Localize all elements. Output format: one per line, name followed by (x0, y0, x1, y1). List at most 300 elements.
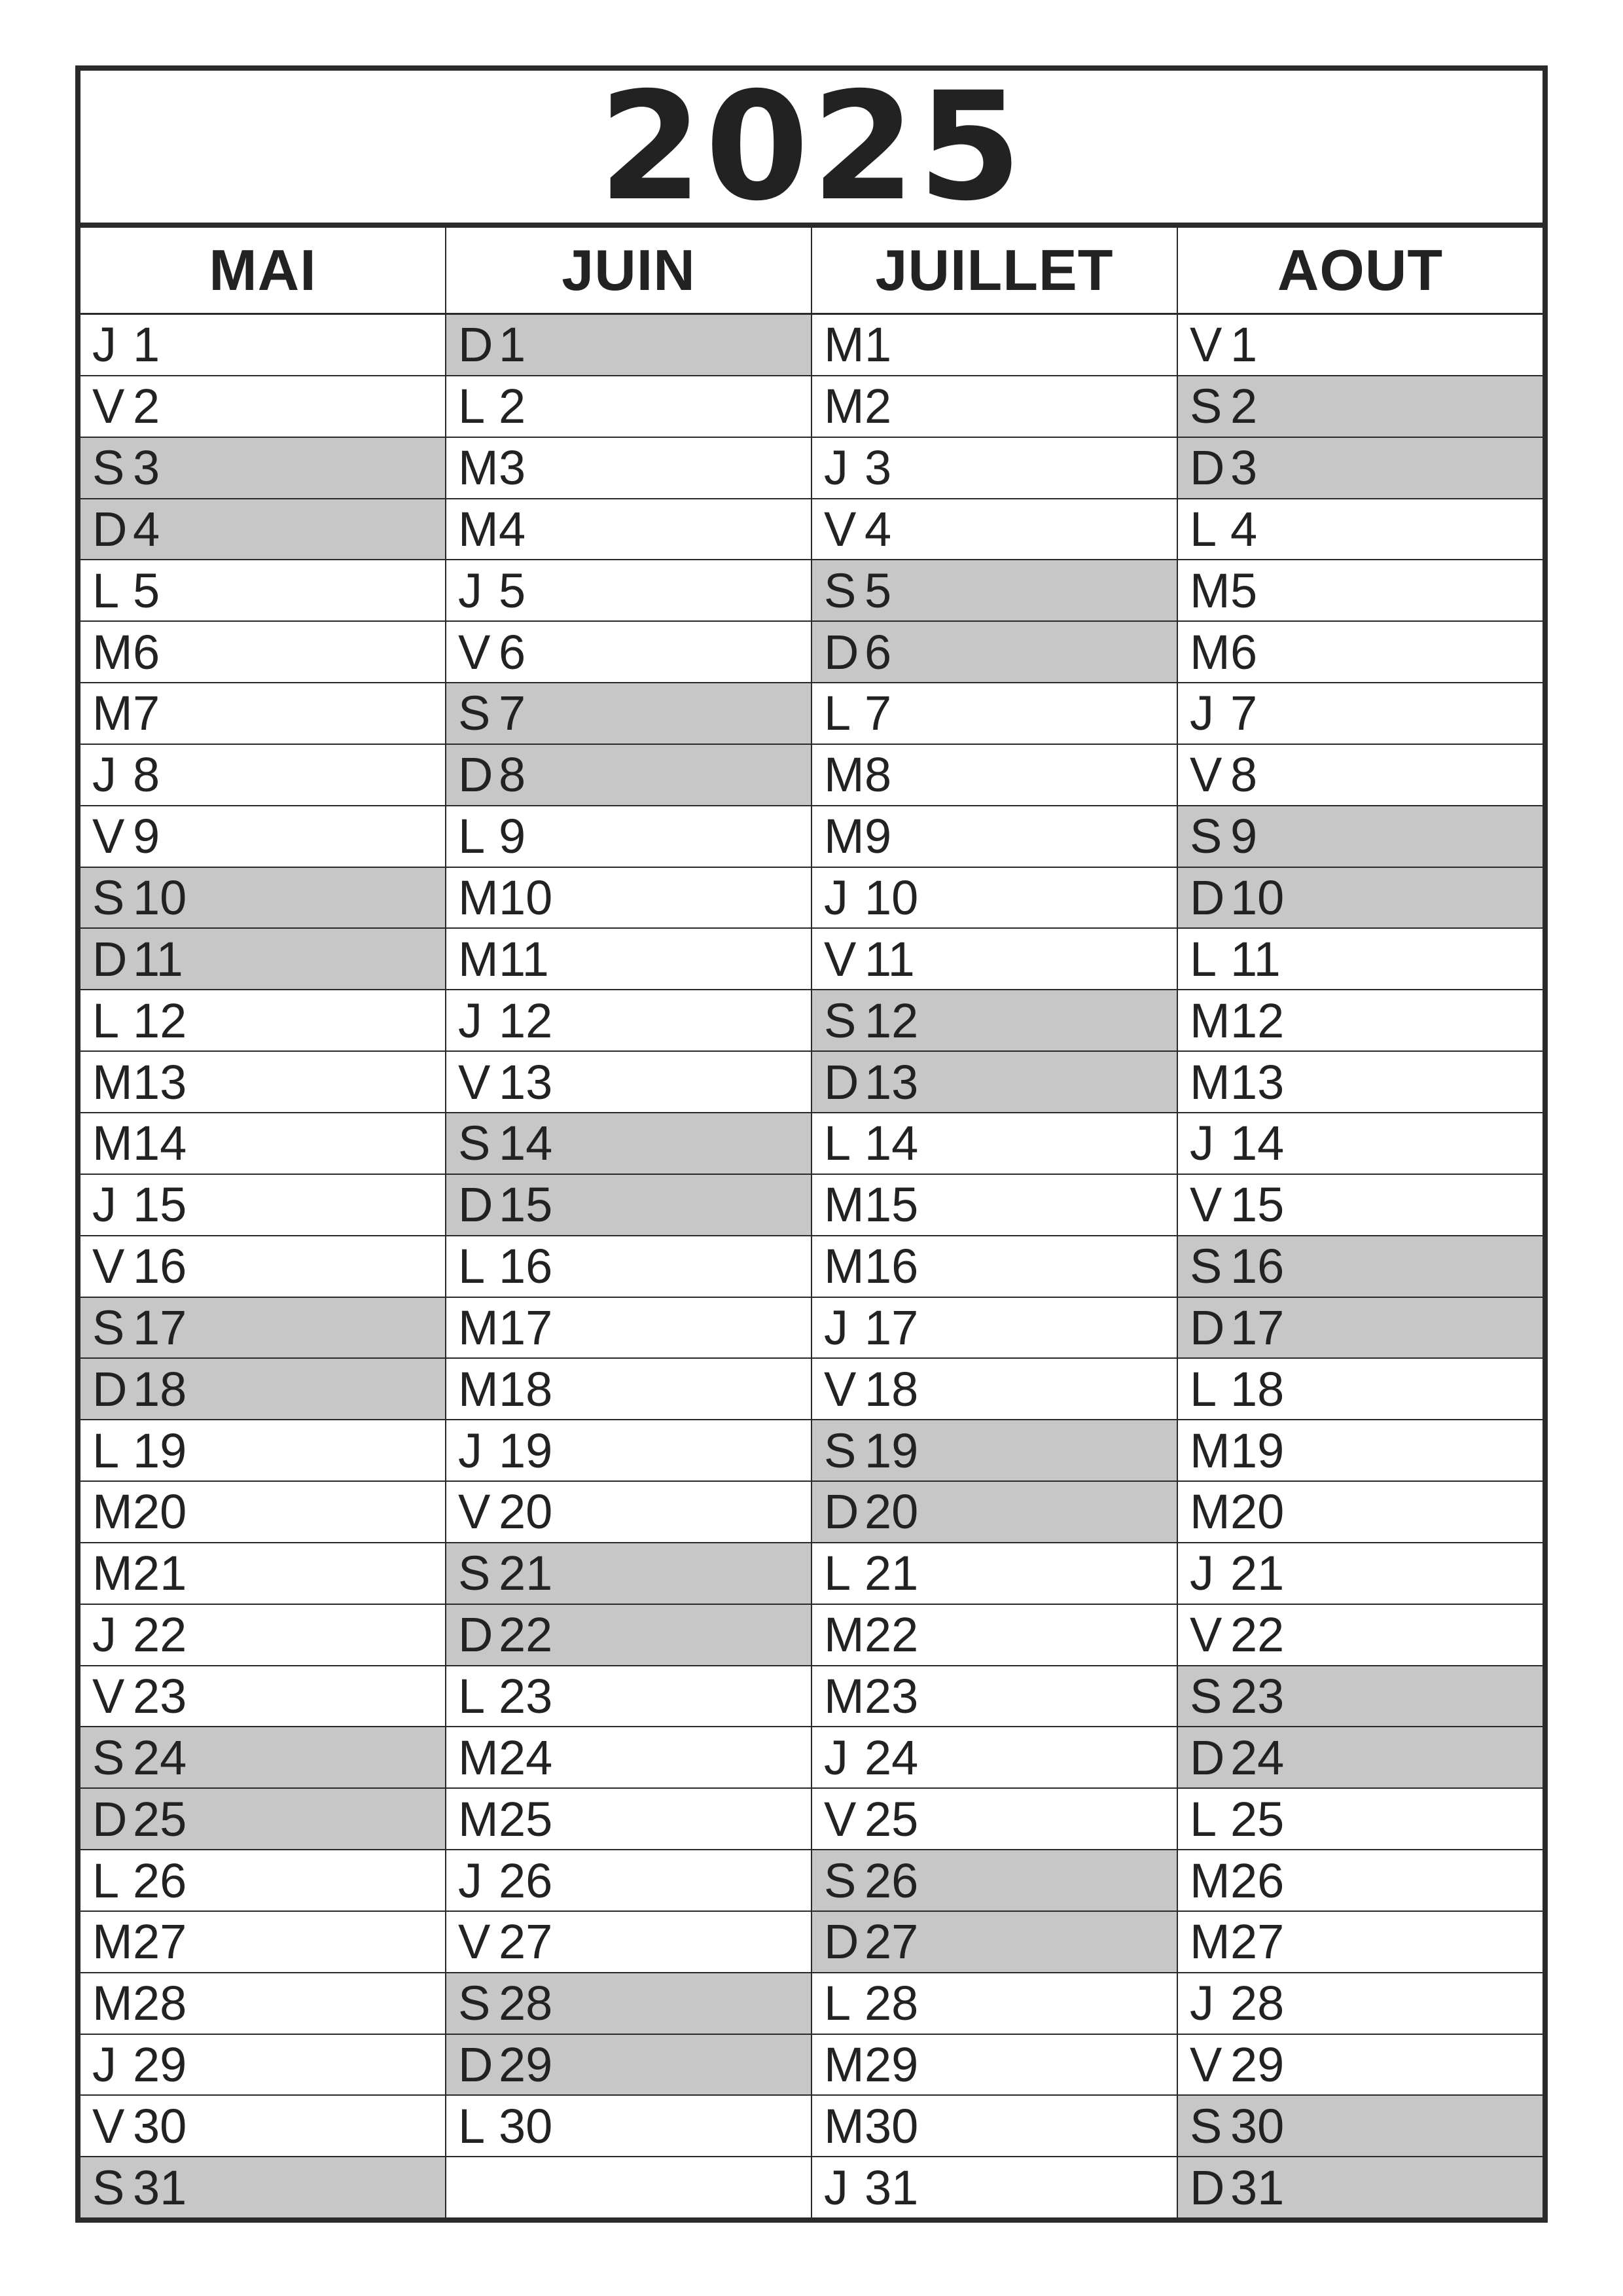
weekend-day-row (812, 1420, 1177, 1482)
day-number: 10 (133, 870, 187, 925)
day-row (812, 2096, 1177, 2157)
weekend-day-row (446, 1113, 811, 1175)
day-number: 16 (133, 1239, 187, 1294)
day-number: 19 (865, 1423, 919, 1478)
day-row (446, 990, 811, 1052)
day-letter: J (458, 563, 482, 618)
day-letter: L (1190, 501, 1217, 556)
day-row (1178, 1973, 1543, 2035)
day-number: 25 (133, 1791, 187, 1846)
day-number: 22 (499, 1607, 553, 1662)
day-number: 18 (499, 1361, 553, 1416)
day-number: 7 (1230, 686, 1258, 741)
day-row (812, 1666, 1177, 1728)
day-row (812, 683, 1177, 745)
day-letter: D (92, 501, 128, 556)
day-number: 6 (499, 624, 526, 679)
day-row (80, 1236, 445, 1298)
day-number: 23 (1230, 1668, 1285, 1723)
weekend-day-row (80, 1727, 445, 1789)
day-number: 31 (133, 2160, 187, 2215)
day-number: 1 (865, 317, 892, 372)
month-name: JUILLET (812, 228, 1177, 315)
day-row (446, 1912, 811, 1973)
day-number: 17 (499, 1300, 553, 1355)
day-row (1178, 1359, 1543, 1420)
day-number: 13 (499, 1054, 553, 1109)
day-number: 25 (865, 1791, 919, 1846)
weekend-day-row (812, 1912, 1177, 1973)
day-letter: D (824, 1484, 859, 1539)
day-letter: M (824, 809, 865, 864)
day-letter: M (458, 1300, 499, 1355)
day-number: 26 (499, 1853, 553, 1908)
day-letter: M (92, 686, 133, 741)
day-letter: S (92, 870, 125, 925)
day-letter: V (92, 809, 125, 864)
day-letter: V (1190, 1607, 1222, 1662)
day-letter: D (92, 1791, 128, 1846)
day-number: 12 (1230, 993, 1285, 1048)
month-column (446, 228, 812, 2217)
day-number: 6 (865, 624, 892, 679)
day-letter: D (458, 2037, 493, 2092)
day-letter: D (92, 1361, 128, 1416)
day-letter: V (824, 931, 857, 986)
day-number: 8 (499, 747, 526, 802)
day-letter: M (92, 1054, 133, 1109)
day-row (446, 1236, 811, 1298)
day-number: 20 (499, 1484, 553, 1539)
weekend-day-row (1178, 868, 1543, 929)
day-number: 14 (1230, 1116, 1285, 1171)
day-row (446, 1052, 811, 1113)
day-number: 26 (1230, 1853, 1285, 1908)
day-row (446, 2096, 811, 2157)
day-number: 27 (865, 1914, 919, 1969)
day-number: 27 (1230, 1914, 1285, 1969)
day-letter: L (1190, 931, 1217, 986)
day-row (812, 1359, 1177, 1420)
weekend-day-row (80, 1359, 445, 1420)
day-number: 28 (133, 1976, 187, 2031)
day-letter: D (458, 1607, 493, 1662)
day-row (446, 1666, 811, 1728)
month-column (80, 228, 446, 2217)
day-letter: V (92, 2098, 125, 2153)
day-letter: M (824, 2037, 865, 2092)
day-number: 25 (1230, 1791, 1285, 1846)
day-letter: M (458, 440, 499, 495)
day-row (446, 499, 811, 561)
day-letter: L (458, 809, 486, 864)
day-letter: M (458, 870, 499, 925)
day-number: 13 (1230, 1054, 1285, 1109)
day-letter: V (824, 1361, 857, 1416)
day-letter: M (458, 1361, 499, 1416)
day-letter: M (92, 1484, 133, 1539)
day-number: 5 (133, 563, 160, 618)
day-letter: M (824, 747, 865, 802)
day-row (1178, 1605, 1543, 1666)
day-letter: S (92, 1300, 125, 1355)
day-number: 14 (865, 1116, 919, 1171)
day-number: 28 (865, 1976, 919, 2031)
day-number: 15 (499, 1177, 553, 1232)
day-number: 10 (499, 870, 553, 925)
day-number: 5 (499, 563, 526, 618)
weekend-day-row (446, 2035, 811, 2096)
day-number: 29 (133, 2037, 187, 2092)
day-letter: S (92, 1730, 125, 1785)
day-letter: D (1190, 1730, 1225, 1785)
day-letter: D (458, 1177, 493, 1232)
day-letter: S (824, 993, 857, 1048)
day-number: 10 (865, 870, 919, 925)
day-row (812, 1973, 1177, 2035)
day-number: 19 (133, 1423, 187, 1478)
day-letter: L (458, 1239, 486, 1294)
day-row (80, 2035, 445, 2096)
day-row (80, 1420, 445, 1482)
day-letter: S (824, 1423, 857, 1478)
day-number: 21 (865, 1546, 919, 1601)
day-letter: D (1190, 2160, 1225, 2215)
day-letter: S (458, 1546, 491, 1601)
year-title: 2025 (80, 71, 1543, 228)
day-row (446, 376, 811, 438)
day-letter: M (1190, 624, 1230, 679)
day-row (80, 2096, 445, 2157)
day-letter: V (92, 379, 125, 434)
weekend-day-row (1178, 2157, 1543, 2217)
weekend-day-row (80, 438, 445, 499)
day-row (80, 1912, 445, 1973)
day-number: 24 (865, 1730, 919, 1785)
day-number: 21 (133, 1546, 187, 1601)
day-row (812, 1727, 1177, 1789)
day-row (80, 1605, 445, 1666)
day-letter: M (1190, 1914, 1230, 1969)
day-row (446, 2157, 811, 2217)
weekend-day-row (1178, 1727, 1543, 1789)
day-row (80, 1543, 445, 1605)
day-number: 3 (499, 440, 526, 495)
day-letter: D (1190, 870, 1225, 925)
day-row (80, 1113, 445, 1175)
day-row (446, 1420, 811, 1482)
day-row (80, 1666, 445, 1728)
day-letter: M (458, 931, 499, 986)
day-number: 30 (499, 2098, 553, 2153)
day-row (1178, 560, 1543, 622)
weekend-day-row (446, 745, 811, 806)
day-number: 8 (1230, 747, 1258, 802)
weekend-day-row (1178, 1666, 1543, 1728)
day-row (812, 1605, 1177, 1666)
day-letter: L (458, 2098, 486, 2153)
day-number: 27 (133, 1914, 187, 1969)
day-letter: M (824, 1177, 865, 1232)
day-letter: J (824, 440, 848, 495)
day-number: 21 (1230, 1546, 1285, 1601)
weekend-day-row (446, 315, 811, 376)
day-letter: M (92, 1976, 133, 2031)
day-number: 28 (1230, 1976, 1285, 2031)
day-row (446, 1482, 811, 1543)
day-row (1178, 2035, 1543, 2096)
day-number: 3 (133, 440, 160, 495)
day-row (1178, 1789, 1543, 1850)
day-row (446, 929, 811, 990)
day-row (812, 745, 1177, 806)
day-number: 12 (133, 993, 187, 1048)
day-number: 20 (1230, 1484, 1285, 1539)
day-number: 2 (133, 379, 160, 434)
day-row (812, 438, 1177, 499)
month-name: MAI (80, 228, 445, 315)
day-letter: D (458, 747, 493, 802)
day-letter: L (1190, 1361, 1217, 1416)
day-row (1178, 315, 1543, 376)
day-letter: S (824, 563, 857, 618)
day-number: 17 (133, 1300, 187, 1355)
day-row (446, 1298, 811, 1359)
day-row (1178, 929, 1543, 990)
day-letter: D (1190, 1300, 1225, 1355)
day-letter: S (1190, 2098, 1222, 2153)
day-row (812, 2035, 1177, 2096)
day-number: 29 (499, 2037, 553, 2092)
day-letter: M (458, 1730, 499, 1785)
day-letter: M (824, 379, 865, 434)
day-letter: L (824, 686, 851, 741)
day-number: 11 (499, 931, 549, 986)
day-letter: V (92, 1239, 125, 1294)
weekend-day-row (1178, 376, 1543, 438)
day-letter: J (1190, 1976, 1214, 2031)
day-number: 23 (499, 1668, 553, 1723)
day-letter: V (1190, 2037, 1222, 2092)
day-letter: V (1190, 1177, 1222, 1232)
day-number: 11 (1230, 931, 1281, 986)
weekend-day-row (446, 1973, 811, 2035)
day-letter: J (824, 2160, 848, 2215)
day-number: 24 (133, 1730, 187, 1785)
weekend-day-row (1178, 1298, 1543, 1359)
day-letter: M (1190, 993, 1230, 1048)
day-letter: L (458, 379, 486, 434)
day-letter: J (1190, 1116, 1214, 1171)
day-letter: J (92, 317, 116, 372)
day-number: 4 (499, 501, 526, 556)
day-row (1178, 1850, 1543, 1912)
day-letter: V (92, 1668, 125, 1723)
day-number: 15 (865, 1177, 919, 1232)
day-row (812, 376, 1177, 438)
day-number: 14 (133, 1116, 187, 1171)
weekend-day-row (1178, 2096, 1543, 2157)
day-number: 24 (1230, 1730, 1285, 1785)
day-letter: V (458, 624, 491, 679)
day-letter: J (824, 1300, 848, 1355)
day-letter: S (824, 1853, 857, 1908)
weekend-day-row (812, 622, 1177, 683)
weekend-day-row (812, 1052, 1177, 1113)
day-number: 16 (865, 1239, 919, 1294)
day-number: 18 (1230, 1361, 1285, 1416)
day-letter: D (824, 1914, 859, 1969)
day-letter: V (458, 1484, 491, 1539)
day-row (446, 868, 811, 929)
day-number: 25 (499, 1791, 553, 1846)
day-list (80, 315, 445, 2217)
day-row (1178, 1175, 1543, 1236)
day-number: 18 (865, 1361, 919, 1416)
day-number: 9 (133, 809, 160, 864)
day-row (80, 1175, 445, 1236)
day-number: 16 (1230, 1239, 1285, 1294)
day-row (446, 560, 811, 622)
day-number: 22 (1230, 1607, 1285, 1662)
weekend-day-row (80, 868, 445, 929)
day-number: 5 (865, 563, 892, 618)
day-number: 1 (499, 317, 526, 372)
day-number: 26 (865, 1853, 919, 1908)
day-letter: V (1190, 747, 1222, 802)
day-row (812, 1298, 1177, 1359)
day-letter: J (824, 870, 848, 925)
day-letter: D (458, 317, 493, 372)
day-number: 5 (1230, 563, 1258, 618)
day-row (1178, 1052, 1543, 1113)
day-row (1178, 683, 1543, 745)
day-row (812, 868, 1177, 929)
day-number: 15 (133, 1177, 187, 1232)
day-letter: J (92, 2037, 116, 2092)
day-row (80, 1052, 445, 1113)
day-number: 12 (865, 993, 919, 1048)
day-number: 13 (865, 1054, 919, 1109)
month-name: AOUT (1178, 228, 1543, 315)
day-row (812, 1175, 1177, 1236)
day-letter: J (458, 1853, 482, 1908)
day-number: 19 (1230, 1423, 1285, 1478)
weekend-day-row (812, 1850, 1177, 1912)
day-number: 30 (1230, 2098, 1285, 2153)
day-row (80, 990, 445, 1052)
day-row (80, 560, 445, 622)
day-number: 22 (865, 1607, 919, 1662)
day-row (80, 683, 445, 745)
day-letter: V (458, 1914, 491, 1969)
day-row (446, 622, 811, 683)
day-number: 2 (1230, 379, 1258, 434)
day-number: 1 (133, 317, 160, 372)
day-letter: J (92, 1177, 116, 1232)
day-letter: L (92, 993, 120, 1048)
weekend-day-row (446, 683, 811, 745)
day-row (812, 1789, 1177, 1850)
day-number: 7 (865, 686, 892, 741)
day-row (812, 806, 1177, 868)
day-letter: S (1190, 1668, 1222, 1723)
day-number: 16 (499, 1239, 553, 1294)
day-letter: L (824, 1116, 851, 1171)
day-row (80, 315, 445, 376)
day-row (80, 1482, 445, 1543)
day-letter: J (458, 993, 482, 1048)
day-letter: S (92, 440, 125, 495)
day-row (80, 376, 445, 438)
day-letter: S (458, 686, 491, 741)
day-row (1178, 499, 1543, 561)
day-number: 9 (499, 809, 526, 864)
day-number: 31 (865, 2160, 919, 2215)
day-list (446, 315, 811, 2217)
weekend-day-row (812, 560, 1177, 622)
day-number: 6 (1230, 624, 1258, 679)
day-letter: M (458, 501, 499, 556)
day-letter: V (824, 501, 857, 556)
day-number: 6 (133, 624, 160, 679)
day-number: 9 (1230, 809, 1258, 864)
day-letter: S (1190, 379, 1222, 434)
day-number: 13 (133, 1054, 187, 1109)
day-letter: M (1190, 1484, 1230, 1539)
day-row (1178, 622, 1543, 683)
day-letter: S (92, 2160, 125, 2215)
day-number: 28 (499, 1976, 553, 2031)
day-row (812, 1236, 1177, 1298)
day-letter: M (458, 1791, 499, 1846)
day-letter: L (92, 563, 120, 618)
weekend-day-row (80, 2157, 445, 2217)
day-letter: M (824, 1668, 865, 1723)
day-letter: M (824, 1607, 865, 1662)
day-number: 2 (865, 379, 892, 434)
day-number: 3 (865, 440, 892, 495)
day-letter: M (92, 1546, 133, 1601)
day-number: 11 (865, 931, 915, 986)
calendar (75, 60, 1548, 2223)
weekend-day-row (1178, 806, 1543, 868)
day-letter: J (92, 747, 116, 802)
weekend-day-row (80, 1298, 445, 1359)
month-column (1178, 228, 1543, 2217)
day-letter: M (824, 317, 865, 372)
month-column (812, 228, 1178, 2217)
day-number: 4 (865, 501, 892, 556)
day-number: 12 (499, 993, 553, 1048)
day-number: 17 (1230, 1300, 1285, 1355)
day-letter: M (92, 1914, 133, 1969)
day-number: 7 (499, 686, 526, 741)
day-row (812, 315, 1177, 376)
day-row (446, 1789, 811, 1850)
day-number: 29 (865, 2037, 919, 2092)
day-row (80, 1973, 445, 2035)
weekend-day-row (446, 1175, 811, 1236)
day-number: 9 (865, 809, 892, 864)
weekend-day-row (1178, 1236, 1543, 1298)
day-row (446, 1850, 811, 1912)
day-number: 23 (865, 1668, 919, 1723)
day-letter: L (824, 1976, 851, 2031)
day-number: 2 (499, 379, 526, 434)
day-letter: M (1190, 1054, 1230, 1109)
day-number: 20 (133, 1484, 187, 1539)
